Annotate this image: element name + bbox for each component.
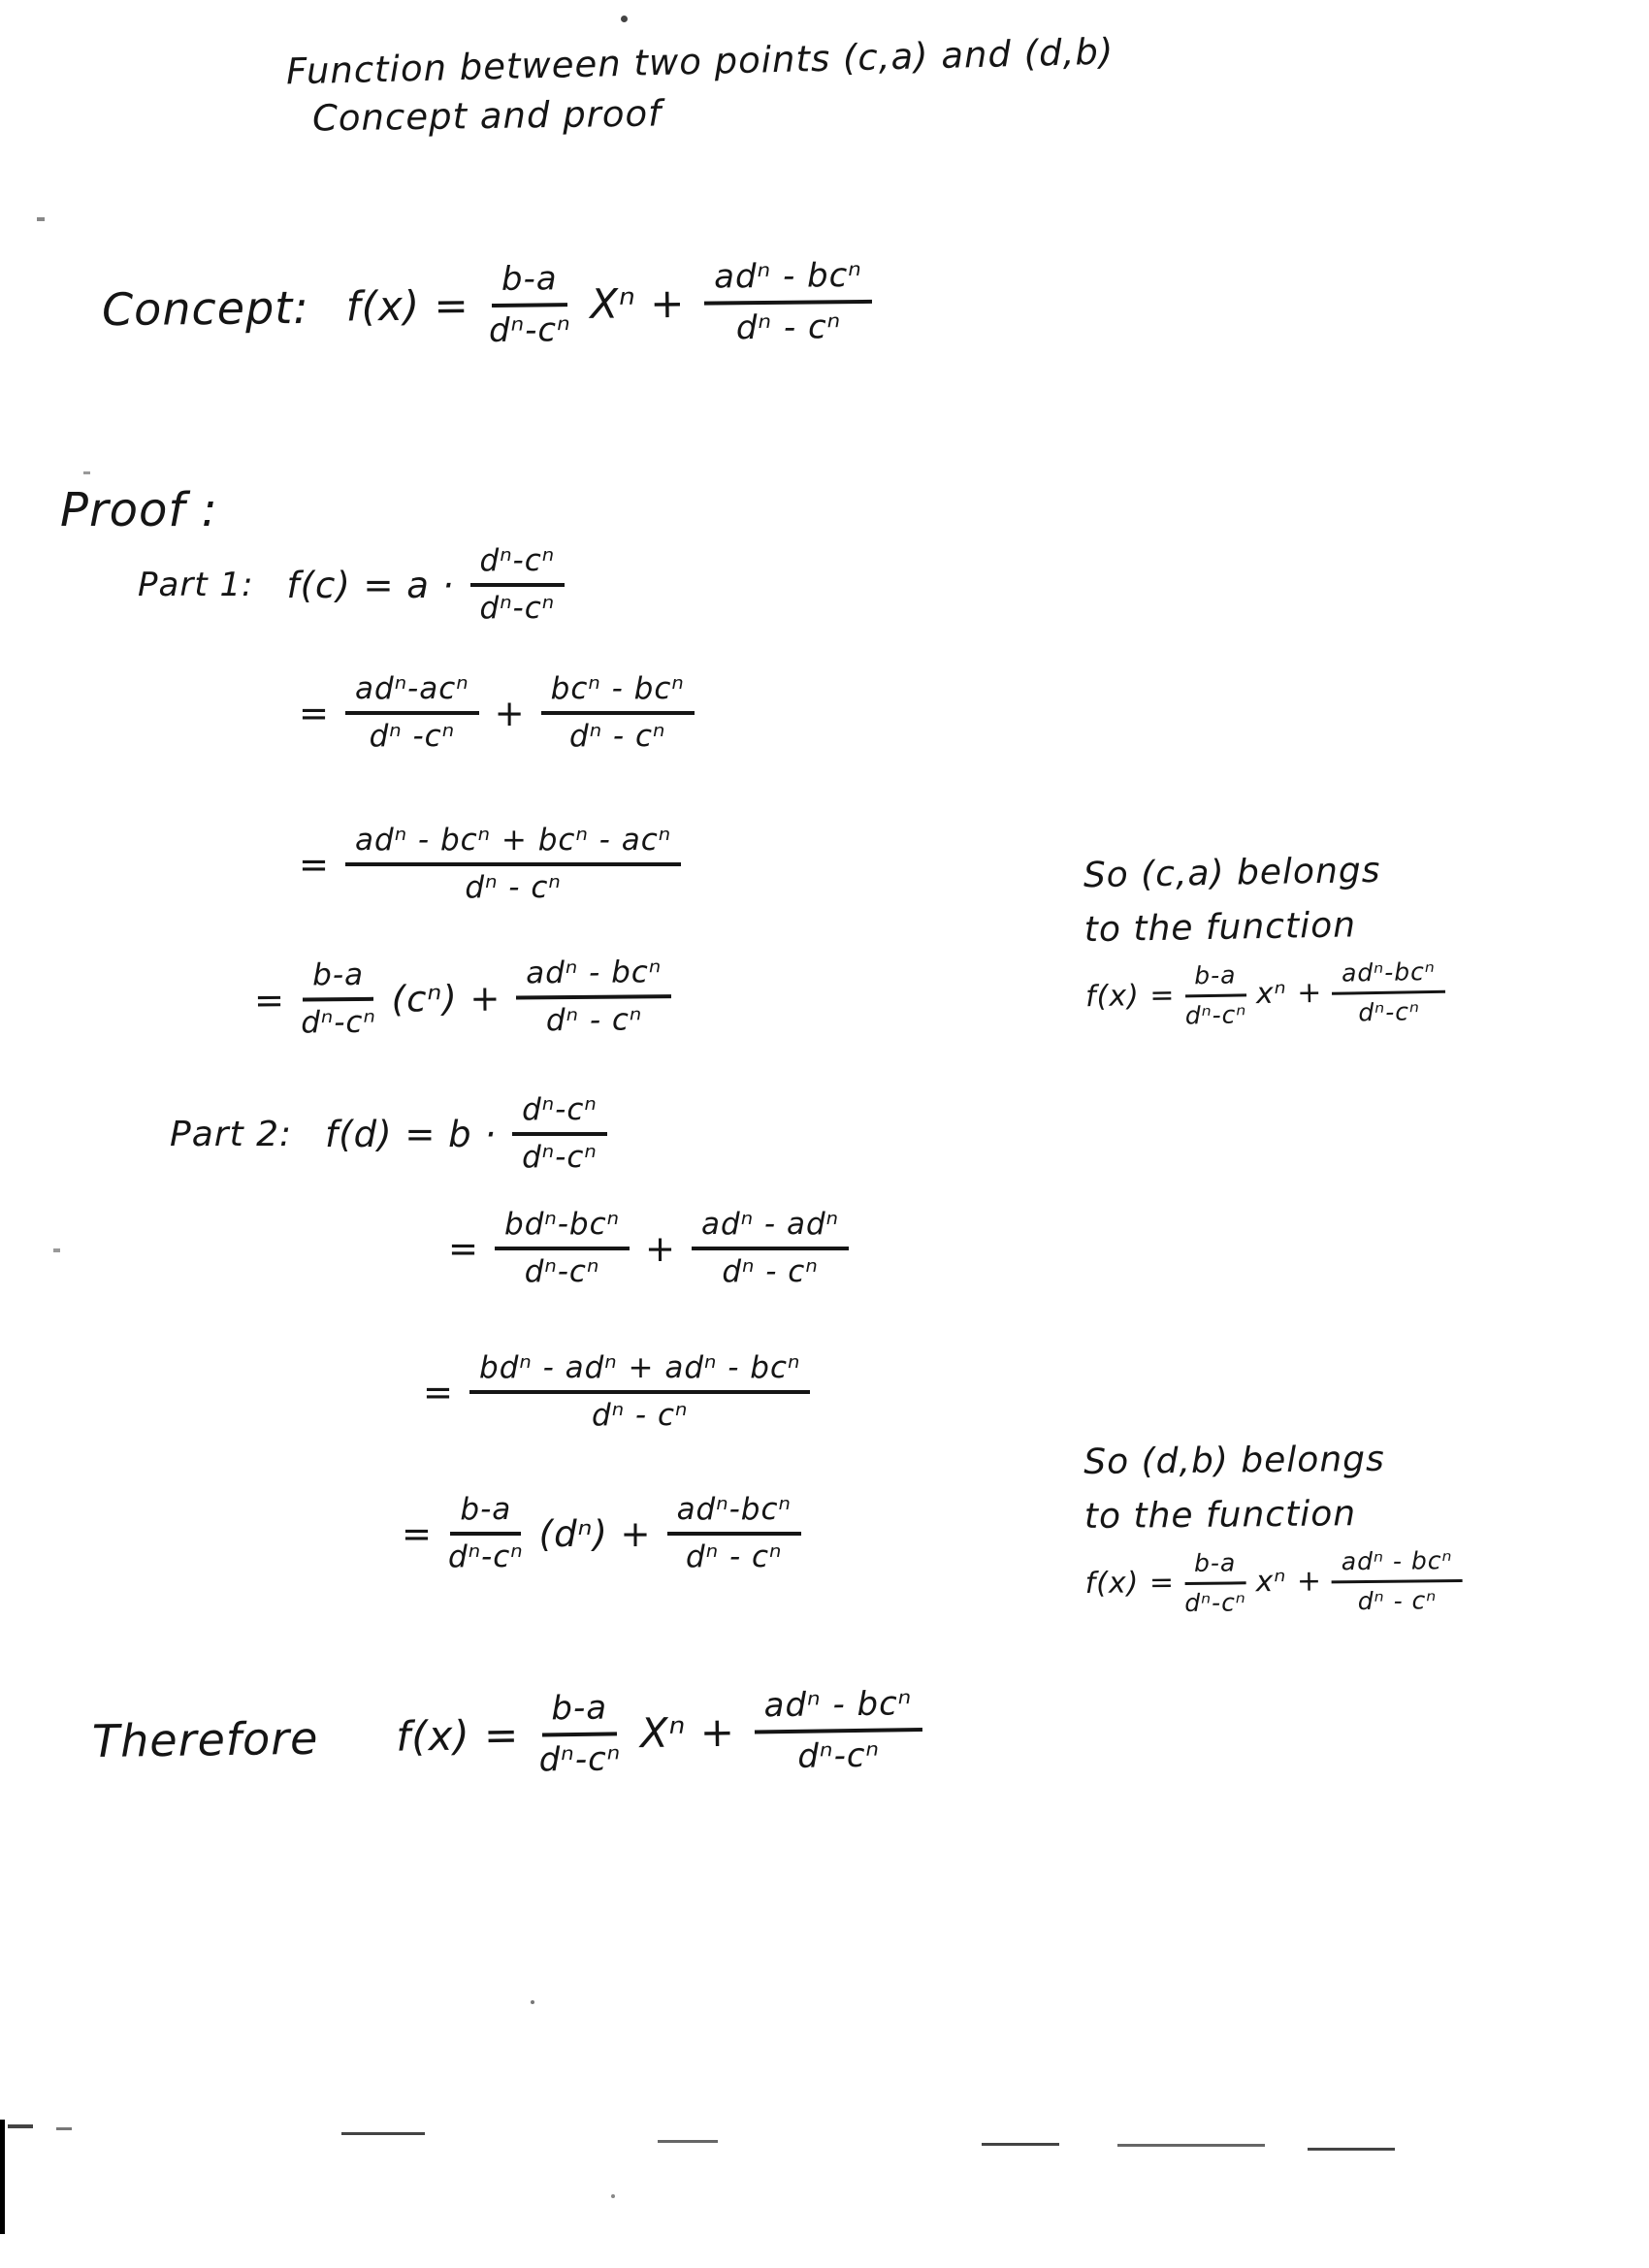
fraction-denominator: dⁿ-cⁿ — [479, 591, 556, 627]
fraction — [488, 259, 571, 350]
equation-text: (dⁿ) + — [538, 1512, 652, 1555]
fraction-numerator: adⁿ - adⁿ — [692, 1207, 849, 1250]
equation-text: = — [448, 1227, 480, 1270]
part2-line4 — [402, 1492, 801, 1575]
fraction — [345, 823, 681, 906]
fraction-denominator: dⁿ - cⁿ — [1357, 1585, 1438, 1615]
fraction-numerator: b-a — [1184, 960, 1246, 997]
fraction — [448, 1492, 524, 1575]
fraction-numerator: b-a — [1184, 1548, 1246, 1585]
scan-artifact — [1117, 2144, 1265, 2147]
equation-text: f(x) = — [1084, 1565, 1176, 1601]
fraction-denominator: dⁿ -cⁿ — [369, 719, 456, 755]
part1-line3 — [299, 823, 681, 906]
fraction-denominator: dⁿ - cⁿ — [569, 719, 666, 755]
fraction-denominator: dⁿ-cⁿ — [538, 1739, 622, 1780]
page-title: Function between two points (c,a) and (d,b) — [285, 30, 1115, 93]
fraction — [345, 671, 479, 755]
fraction-denominator: dⁿ - cⁿ — [465, 870, 562, 906]
fraction-numerator: adⁿ - bcⁿ — [754, 1684, 922, 1733]
equation-text: Xⁿ + — [590, 279, 686, 329]
equation-text: = — [402, 1512, 434, 1555]
fraction — [704, 256, 873, 348]
fraction-numerator: b-a — [303, 957, 373, 1002]
part2-line1 — [170, 1092, 607, 1176]
fraction — [667, 1492, 801, 1575]
fraction-numerator: adⁿ-bcⁿ — [667, 1492, 801, 1536]
part1-line2 — [299, 671, 695, 755]
fraction-denominator: dⁿ - cⁿ — [735, 307, 842, 348]
fraction — [1332, 956, 1446, 1027]
scan-artifact — [611, 2194, 615, 2198]
fraction-denominator: dⁿ - cⁿ — [592, 1398, 689, 1434]
fraction — [538, 1688, 622, 1780]
equation-text: + — [645, 1227, 677, 1270]
side-note-1-text2: to the function — [1083, 905, 1357, 951]
fraction-denominator: dⁿ-cⁿ — [301, 1004, 377, 1041]
part1-line1-formula — [287, 543, 566, 627]
scan-artifact — [37, 217, 45, 221]
side-note-2-formula — [1084, 1546, 1463, 1619]
equation-text: f(x) = — [395, 1711, 520, 1761]
side-note-1-formula — [1084, 956, 1445, 1031]
equation-text: = — [423, 1371, 455, 1413]
equation-text: xⁿ + — [1255, 975, 1323, 1011]
fraction-numerator: b-a — [450, 1492, 521, 1536]
fraction-numerator: adⁿ-acⁿ — [345, 671, 479, 715]
part2-line2 — [448, 1207, 849, 1290]
part2-line1-formula — [325, 1092, 607, 1176]
equation-text: f(x) = — [345, 281, 469, 331]
concept-label: Concept: — [101, 280, 310, 336]
side-note-1 — [1083, 843, 1445, 1032]
fraction — [512, 1092, 607, 1176]
conclusion-equation — [91, 1684, 922, 1787]
conclusion-label: Therefore — [91, 1711, 319, 1767]
equation-text: + — [494, 692, 526, 734]
fraction — [301, 957, 376, 1042]
fraction-denominator: dⁿ-cⁿ — [522, 1140, 598, 1176]
fraction-denominator: dⁿ-cⁿ — [1184, 1587, 1246, 1617]
fraction — [470, 543, 566, 627]
fraction-numerator: dⁿ-cⁿ — [512, 1092, 607, 1136]
scan-artifact — [1308, 2148, 1395, 2151]
equation-text: f(d) = b · — [325, 1113, 498, 1155]
part1-line1 — [138, 543, 565, 627]
fraction — [1332, 1546, 1463, 1616]
fraction-numerator: dⁿ-cⁿ — [470, 543, 566, 587]
side-note-2-text1: So (d,b) belongs — [1083, 1439, 1385, 1483]
part2-label: Part 2: — [170, 1114, 293, 1154]
fraction-numerator: bcⁿ - bcⁿ — [541, 671, 695, 715]
equation-text: f(x) = — [1084, 978, 1176, 1015]
fraction-denominator: dⁿ - cⁿ — [545, 1002, 643, 1039]
fraction-denominator: dⁿ-cⁿ — [1184, 999, 1247, 1030]
proof-heading: Proof : — [60, 483, 218, 537]
equation-text: xⁿ + — [1255, 1564, 1323, 1600]
scan-artifact — [8, 2124, 33, 2128]
scan-artifact — [982, 2143, 1059, 2146]
scan-artifact — [621, 16, 628, 22]
equation-text: f(c) = a · — [286, 564, 455, 606]
fraction — [516, 955, 672, 1040]
page-subtitle: Concept and proof — [311, 92, 663, 140]
scan-artifact — [56, 2127, 72, 2130]
fraction — [495, 1207, 630, 1290]
fraction — [1184, 1548, 1246, 1618]
fraction — [1184, 960, 1247, 1030]
concept-equation — [102, 256, 873, 355]
concept-formula — [345, 256, 872, 352]
fraction — [754, 1684, 922, 1777]
scan-artifact — [531, 2000, 534, 2004]
fraction-denominator: dⁿ-cⁿ — [1358, 996, 1421, 1026]
scan-artifact — [341, 2132, 425, 2135]
side-note-2 — [1083, 1432, 1463, 1619]
equation-text: (cⁿ) + — [391, 977, 501, 1021]
part2-line3 — [423, 1350, 810, 1434]
scan-artifact — [83, 471, 90, 474]
fraction-numerator: adⁿ - bcⁿ — [516, 955, 671, 1000]
part1-label: Part 1: — [138, 566, 254, 605]
part1-line4 — [254, 955, 672, 1042]
fraction-numerator: b-a — [541, 1688, 617, 1736]
fraction-numerator: adⁿ - bcⁿ — [704, 256, 872, 306]
side-note-2-text2: to the function — [1083, 1493, 1357, 1537]
equation-text: = — [299, 692, 331, 734]
fraction-numerator: bdⁿ - adⁿ + adⁿ - bcⁿ — [469, 1350, 810, 1394]
fraction-denominator: dⁿ-cⁿ — [797, 1735, 881, 1776]
fraction-numerator: adⁿ-bcⁿ — [1332, 956, 1445, 994]
scan-artifact — [0, 2120, 5, 2234]
fraction — [692, 1207, 849, 1290]
fraction-numerator: adⁿ - bcⁿ + bcⁿ - acⁿ — [345, 823, 681, 866]
side-note-1-text1: So (c,a) belongs — [1083, 850, 1381, 896]
conclusion-formula — [396, 1684, 923, 1782]
equation-text: Xⁿ + — [639, 1708, 736, 1758]
fraction-denominator: dⁿ-cⁿ — [488, 309, 571, 350]
fraction-denominator: dⁿ-cⁿ — [448, 1539, 524, 1575]
fraction-numerator: b-a — [492, 259, 567, 308]
equation-text: = — [253, 979, 286, 1021]
fraction-numerator: bdⁿ-bcⁿ — [495, 1207, 630, 1250]
fraction — [541, 671, 695, 755]
fraction-denominator: dⁿ-cⁿ — [524, 1254, 600, 1290]
fraction-denominator: dⁿ - cⁿ — [686, 1539, 783, 1575]
fraction — [469, 1350, 810, 1434]
scan-artifact — [53, 1248, 60, 1252]
fraction-numerator: adⁿ - bcⁿ — [1332, 1546, 1463, 1583]
fraction-denominator: dⁿ - cⁿ — [722, 1254, 819, 1290]
scan-artifact — [658, 2140, 718, 2143]
equation-text: = — [299, 843, 331, 886]
